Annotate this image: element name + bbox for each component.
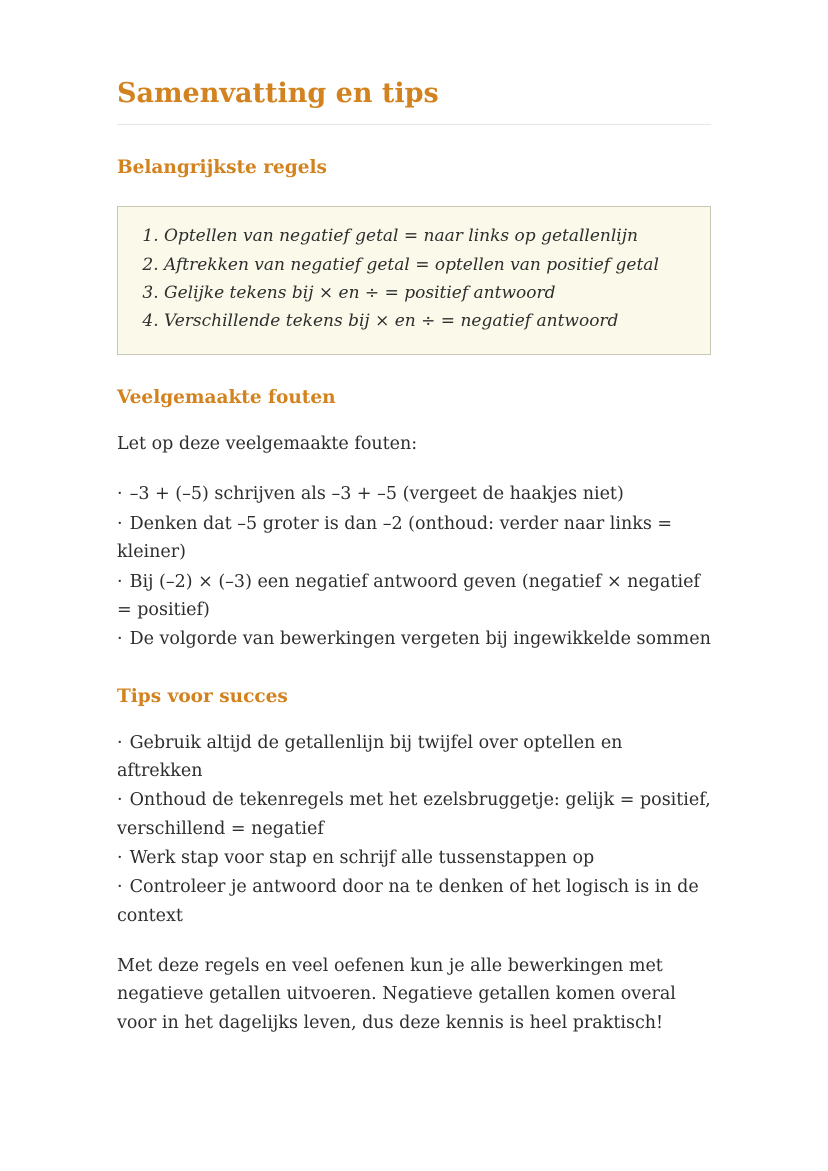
bullet-glyph: · bbox=[117, 571, 123, 592]
mistake-item bbox=[117, 480, 711, 508]
tip-item-text: Werk stap voor stap en schrijf alle tussenstappen op bbox=[129, 847, 595, 868]
section-mistakes bbox=[117, 387, 711, 653]
tip-item-text: Gebruik altijd de getallenlijn bij twijfel over optellen en aftrekken bbox=[117, 732, 623, 781]
page-title: Samenvatting en tips bbox=[117, 78, 711, 125]
rule-item: 4. Verschillende tekens bij × en ÷ = negatief antwoord bbox=[164, 308, 686, 335]
rule-item: 1. Optellen van negatief getal = naar links op getallenlijn bbox=[164, 223, 686, 250]
mistakes-list bbox=[117, 480, 711, 653]
bullet-glyph: · bbox=[117, 484, 123, 505]
mistake-item bbox=[117, 625, 711, 653]
mistakes-heading: Veelgemaakte fouten bbox=[117, 387, 336, 409]
closing-paragraph: Met deze regels en veel oefenen kun je alle bewerkingen met negatieve getallen uitvoeren. Negatieve getallen komen overal voor in het dagelijks leven, dus deze kennis is heel praktisch! bbox=[117, 955, 676, 1033]
tip-item-text: Controleer je antwoord door na te denken of het logisch is in de context bbox=[117, 877, 699, 926]
tip-item bbox=[117, 786, 711, 843]
bullet-glyph: · bbox=[117, 877, 123, 898]
rules-list bbox=[142, 223, 686, 335]
mistake-item bbox=[117, 568, 711, 625]
section-rules bbox=[117, 157, 711, 355]
bullet-glyph: · bbox=[117, 513, 123, 534]
rule-item: 3. Gelijke tekens bij × en ÷ = positief antwoord bbox=[164, 280, 686, 307]
tip-item bbox=[117, 873, 711, 930]
mistake-item-text: De volgorde van bewerkingen vergeten bij ingewikkelde sommen bbox=[129, 629, 711, 650]
tip-item bbox=[117, 844, 711, 872]
mistake-item-text: Bij (–2) × (–3) een negatief antwoord geven (negatief × negatief = positief) bbox=[117, 571, 700, 620]
tips-list bbox=[117, 729, 711, 930]
bullet-glyph: · bbox=[117, 847, 123, 868]
tips-heading: Tips voor succes bbox=[117, 685, 288, 707]
section-tips bbox=[117, 686, 711, 930]
bullet-glyph: · bbox=[117, 629, 123, 650]
bullet-glyph: · bbox=[117, 790, 123, 811]
tip-item-text: Onthoud de tekenregels met het ezelsbruggetje: gelijk = positief, verschillend = negatief bbox=[117, 790, 711, 839]
rule-item: 2. Aftrekken van negatief getal = optellen van positief getal bbox=[164, 252, 686, 279]
mistakes-intro: Let op deze veelgemaakte fouten: bbox=[117, 434, 418, 455]
tip-item bbox=[117, 729, 711, 786]
mistake-item-text: Denken dat –5 groter is dan –2 (onthoud: verder naar links = kleiner) bbox=[117, 513, 673, 563]
mistake-item bbox=[117, 510, 711, 567]
bullet-glyph: · bbox=[117, 732, 123, 753]
mistake-item-text: –3 + (–5) schrijven als –3 + –5 (vergeet de haakjes niet) bbox=[129, 484, 624, 505]
rules-heading: Belangrijkste regels bbox=[117, 157, 327, 179]
rules-callout-box bbox=[117, 206, 711, 355]
